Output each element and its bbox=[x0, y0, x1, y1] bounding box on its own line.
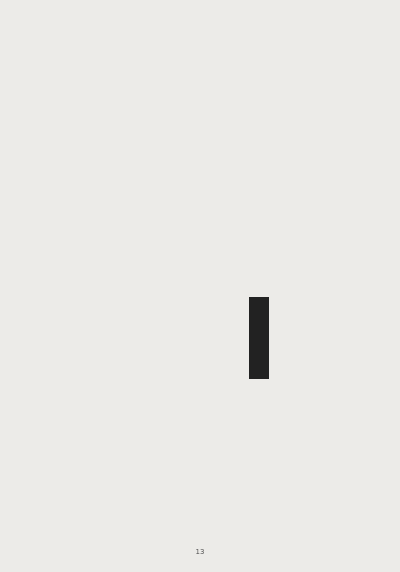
dialogue-text bbox=[348, 298, 361, 338]
dialogue-line bbox=[290, 40, 305, 270]
dialogue-text bbox=[158, 46, 171, 86]
dialogue-text bbox=[177, 46, 190, 86]
dialogue-text bbox=[329, 46, 342, 86]
dialogue-line bbox=[309, 292, 324, 528]
dialogue-line bbox=[195, 292, 210, 528]
dialogue-text bbox=[139, 46, 152, 86]
upper-dialogue-tier bbox=[38, 40, 362, 270]
dialogue-text bbox=[177, 298, 190, 338]
dialogue-line bbox=[157, 40, 172, 270]
dialogue-text bbox=[348, 46, 361, 86]
dialogue-line bbox=[252, 40, 267, 270]
dialogue-text bbox=[158, 298, 171, 338]
dialogue-line bbox=[290, 292, 305, 528]
dialogue-text bbox=[272, 46, 285, 86]
dialogue-text bbox=[101, 46, 114, 86]
dialogue-text bbox=[310, 46, 323, 86]
dialogue-line bbox=[100, 40, 115, 270]
dialogue-line bbox=[119, 40, 134, 270]
dialogue-line bbox=[62, 40, 77, 270]
dialogue-text bbox=[196, 46, 209, 86]
dialogue-line bbox=[176, 40, 191, 270]
dialogue-text bbox=[44, 46, 57, 86]
dialogue-line bbox=[214, 292, 229, 528]
dialogue-text bbox=[196, 298, 209, 338]
dialogue-text bbox=[120, 46, 133, 86]
dialogue-line bbox=[138, 40, 153, 270]
lower-dialogue-tier bbox=[38, 292, 362, 528]
dialogue-line bbox=[347, 40, 362, 270]
dialogue-line bbox=[271, 292, 286, 528]
page-number: 13 bbox=[195, 548, 205, 556]
dialogue-text bbox=[329, 298, 342, 338]
dialogue-text bbox=[272, 298, 285, 338]
dialogue-line bbox=[233, 40, 248, 270]
dialogue-text bbox=[63, 46, 76, 86]
dialogue-line bbox=[328, 292, 343, 528]
dialogue-text bbox=[253, 46, 266, 86]
dialogue-text bbox=[234, 298, 247, 338]
dialogue-line bbox=[157, 292, 172, 528]
dialogue-line bbox=[38, 40, 39, 270]
dialogue-text bbox=[234, 46, 247, 86]
dialogue-line bbox=[195, 40, 210, 270]
dialogue-line bbox=[233, 292, 248, 528]
dialogue-line bbox=[309, 40, 324, 270]
dialogue-line bbox=[328, 40, 343, 270]
dialogue-line bbox=[271, 40, 286, 270]
dialogue-text bbox=[215, 298, 228, 338]
dialogue-text bbox=[253, 298, 266, 338]
dialogue-line bbox=[347, 292, 362, 528]
dialogue-line bbox=[252, 292, 267, 528]
dialogue-line bbox=[214, 40, 229, 270]
dialogue-text bbox=[215, 46, 228, 86]
dialogue-text bbox=[310, 298, 323, 338]
dialogue-line bbox=[43, 40, 58, 270]
dialogue-text bbox=[291, 46, 304, 86]
dialogue-text bbox=[82, 46, 95, 86]
dialogue-line bbox=[176, 292, 191, 528]
dialogue-text bbox=[291, 298, 304, 338]
dialogue-line bbox=[81, 40, 96, 270]
